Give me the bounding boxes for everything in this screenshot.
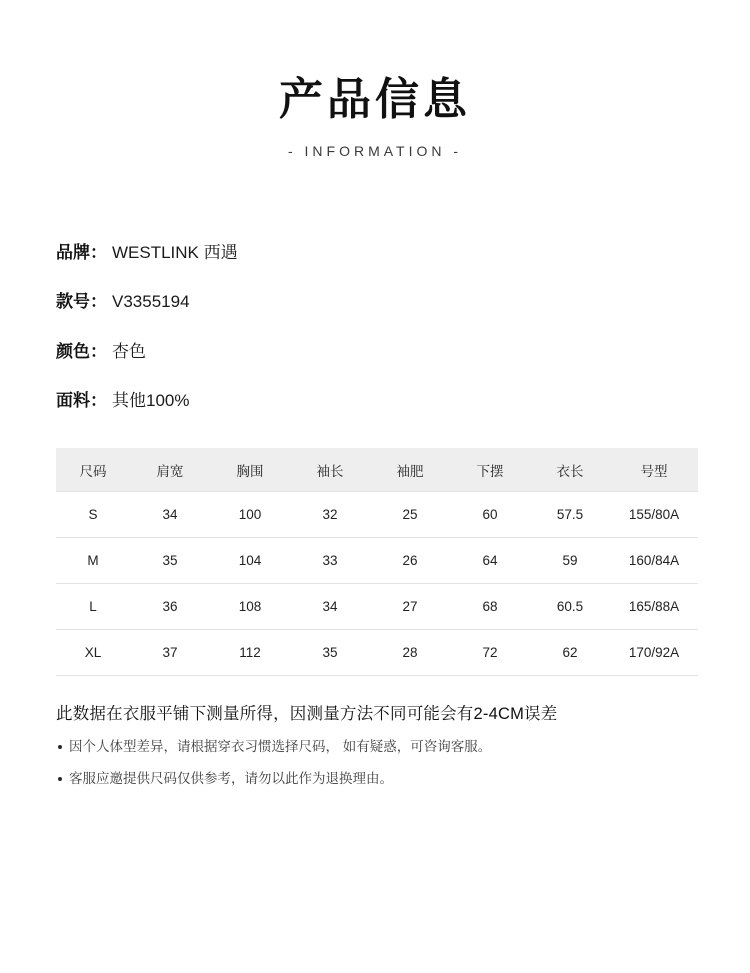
cell-hem: 68 — [450, 584, 530, 630]
cell-sleeve-length: 34 — [290, 584, 370, 630]
cell-length: 57.5 — [530, 492, 610, 538]
cell-bust: 100 — [210, 492, 290, 538]
cell-size: S — [56, 492, 130, 538]
column-header-hem: 下摆 — [450, 448, 530, 492]
cell-sleeve-width: 27 — [370, 584, 450, 630]
cell-length: 59 — [530, 538, 610, 584]
cell-hem: 60 — [450, 492, 530, 538]
column-header-size: 尺码 — [56, 448, 130, 492]
table-row — [56, 584, 698, 630]
cell-bust: 108 — [210, 584, 290, 630]
spec-label-fabric: 面料： — [56, 390, 107, 410]
table-row — [56, 538, 698, 584]
cell-sleeve-length: 33 — [290, 538, 370, 584]
size-chart-table — [56, 448, 698, 676]
spec-value-fabric: 其他100% — [112, 390, 190, 410]
spec-label-color: 颜色： — [56, 341, 107, 361]
cell-sleeve-width: 26 — [370, 538, 450, 584]
spec-label-style-number: 款号： — [56, 292, 107, 312]
cell-shoulder: 36 — [130, 584, 210, 630]
cell-shoulder: 34 — [130, 492, 210, 538]
note-measurement-tolerance: 此数据在衣服平铺下测量所得，因测量方法不同可能会有2-4CM误差 — [56, 705, 558, 724]
cell-sleeve-width: 28 — [370, 630, 450, 676]
note-item-text: 因个人体型差异，请根据穿衣习惯选择尺码， 如有疑惑，可咨询客服。 — [69, 739, 492, 755]
measurement-notes — [56, 703, 694, 789]
table-header-row — [56, 448, 698, 492]
page-title: 产品信息 — [279, 75, 471, 124]
bullet-icon — [58, 745, 62, 749]
cell-shoulder: 35 — [130, 538, 210, 584]
cell-sleeve-length: 32 — [290, 492, 370, 538]
cell-sleeve-width: 25 — [370, 492, 450, 538]
cell-shoulder: 37 — [130, 630, 210, 676]
column-header-sleeve-length: 袖长 — [290, 448, 370, 492]
spec-value-color: 杏色 — [112, 341, 146, 361]
cell-length: 60.5 — [530, 584, 610, 630]
column-header-length: 衣长 — [530, 448, 610, 492]
cell-code: 155/80A — [610, 492, 698, 538]
spec-value-brand: WESTLINK 西遇 — [112, 242, 238, 262]
cell-bust: 104 — [210, 538, 290, 584]
page-subtitle: - INFORMATION - — [287, 142, 463, 159]
note-item — [56, 737, 694, 757]
size-chart-body — [56, 492, 698, 676]
cell-bust: 112 — [210, 630, 290, 676]
cell-length: 62 — [530, 630, 610, 676]
cell-code: 165/88A — [610, 584, 698, 630]
table-row — [56, 630, 698, 676]
page-header — [56, 0, 694, 159]
column-header-bust: 胸围 — [210, 448, 290, 492]
spec-row-fabric — [56, 391, 694, 411]
table-row — [56, 492, 698, 538]
cell-code: 170/92A — [610, 630, 698, 676]
column-header-code: 号型 — [610, 448, 698, 492]
cell-code: 160/84A — [610, 538, 698, 584]
column-header-shoulder: 肩宽 — [130, 448, 210, 492]
spec-value-style-number: V3355194 — [112, 292, 190, 312]
spec-row-style-number — [56, 292, 694, 312]
cell-hem: 72 — [450, 630, 530, 676]
spec-list — [56, 243, 694, 412]
bullet-icon — [58, 777, 62, 781]
cell-size: L — [56, 584, 130, 630]
cell-size: M — [56, 538, 130, 584]
column-header-sleeve-width: 袖肥 — [370, 448, 450, 492]
note-item-text: 客服应邀提供尺码仅供参考，请勿以此作为退换理由。 — [69, 770, 393, 786]
size-chart-header — [56, 448, 698, 492]
cell-size: XL — [56, 630, 130, 676]
spec-row-color — [56, 342, 694, 362]
spec-row-brand — [56, 243, 694, 263]
note-item — [56, 769, 694, 789]
cell-sleeve-length: 35 — [290, 630, 370, 676]
cell-hem: 64 — [450, 538, 530, 584]
spec-label-brand: 品牌： — [56, 242, 107, 262]
